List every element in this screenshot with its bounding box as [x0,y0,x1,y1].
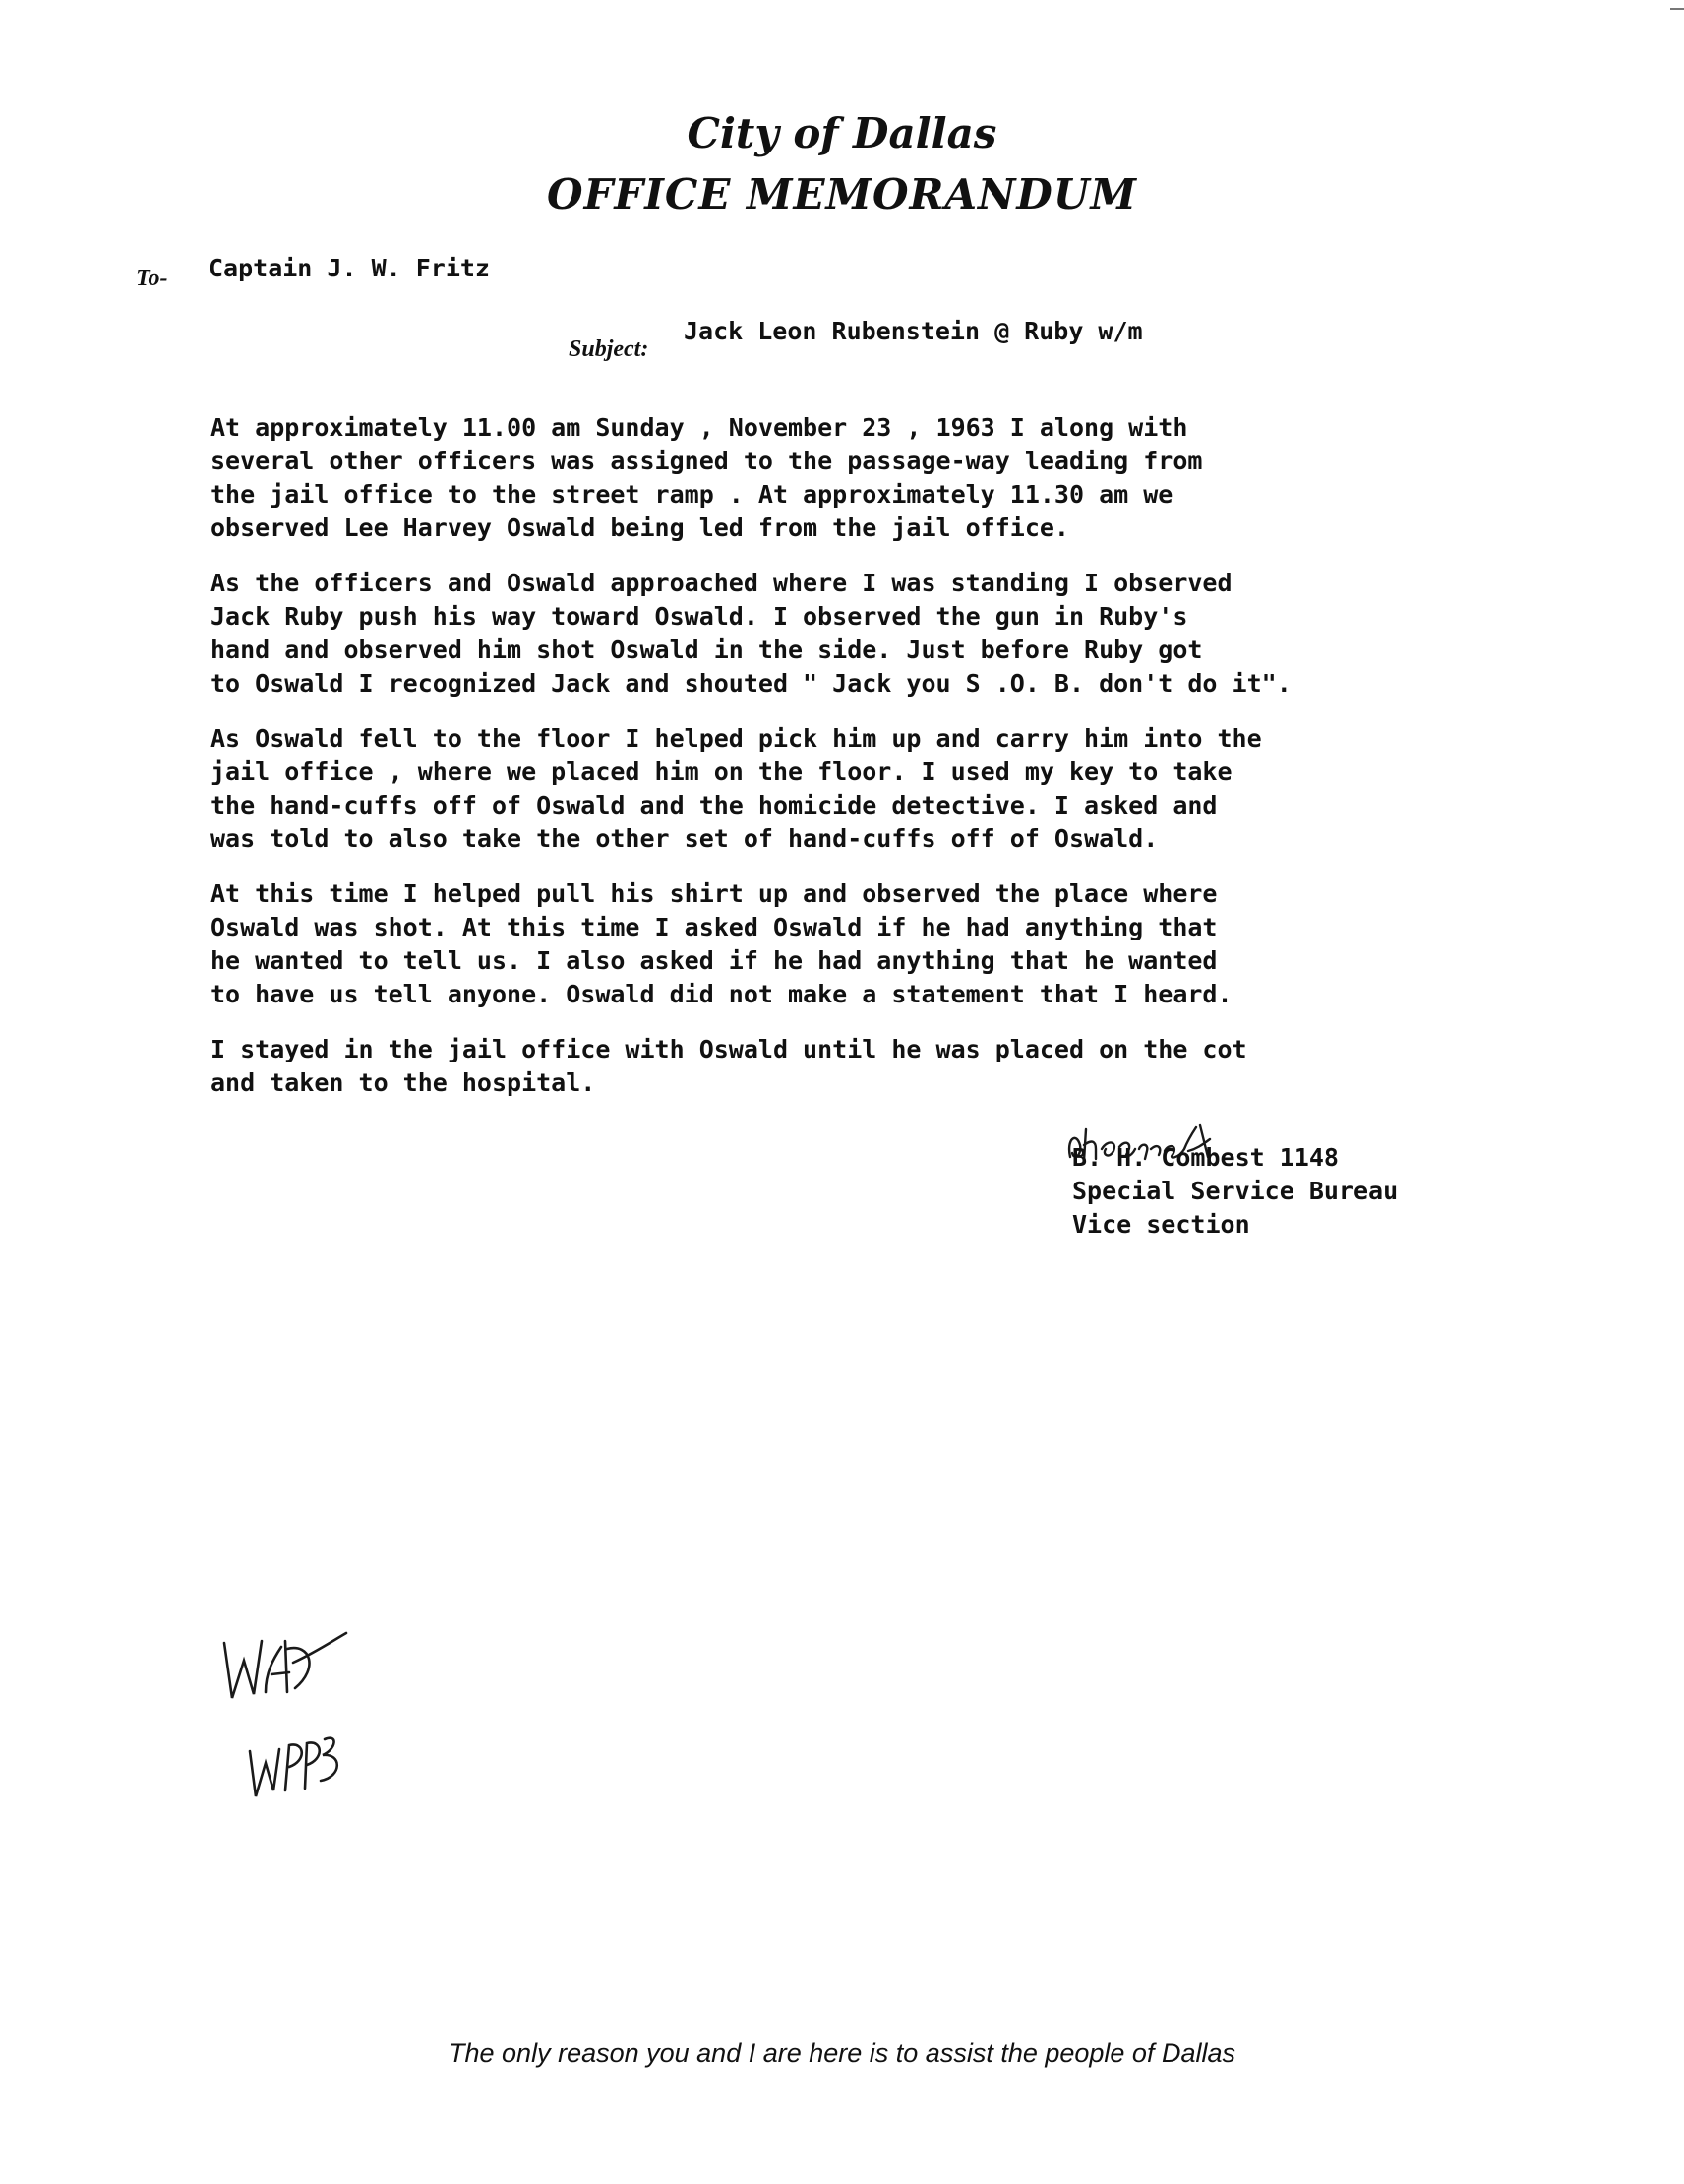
edge-mark [1670,8,1684,10]
footer-motto: The only reason you and I are here is to assist the people of Dallas [449,2038,1235,2068]
signature-section: Vice section [1072,1210,1250,1239]
to-label: To- [136,266,168,291]
subject-label: Subject: [569,336,649,362]
header-city: City of Dallas [687,109,997,157]
header-office-memorandum: OFFICE MEMORANDUM [547,170,1137,218]
body-paragraph-5: I stayed in the jail office with Oswald until he was placed on the cot and taken to the hospital. [210,1035,1247,1097]
handwritten-initials [216,1623,374,1820]
body-paragraph-4: At this time I helped pull his shirt up and observed the place where Oswald was shot. At this time I asked Oswald if he had anything that he wanted to tell us. I also asked if he had anything that he wanted to have us tell anyone. Oswald did not make a statement that I heard. [210,880,1233,1008]
memo-body [210,411,1529,1122]
signature-name: B. H. Combest 1148 [1072,1143,1339,1172]
signature-bureau: Special Service Bureau [1072,1177,1399,1205]
subject-value: Jack Leon Rubenstein @ Ruby w/m [684,317,1143,345]
body-paragraph-3: As Oswald fell to the floor I helped pick him up and carry him into the jail office , where we placed him on the floor. I used my key to take the hand-cuffs off of Oswald and the homicide detective. I asked and was told to also take the other set of hand-cuffs off of Oswald. [210,724,1262,853]
to-recipient: Captain J. W. Fritz [209,254,490,282]
body-paragraph-2: As the officers and Oswald approached where I was standing I observed Jack Ruby push his way toward Oswald. I observed the gun in Ruby's hand and observed him shot Oswald in the side. Just before Ruby got to Oswald I recognized Jack and shouted " Jack you S .O. B. don't do it". [210,569,1292,698]
signature-block [1072,1141,1398,1242]
body-paragraph-1: At approximately 11.00 am Sunday , November 23 , 1963 I along with several other officers was assigned to the passage-way leading from the jail office to the street ramp . At approximately 11.30 am we observed Lee Harvey Oswald being led from the jail office. [210,413,1203,542]
